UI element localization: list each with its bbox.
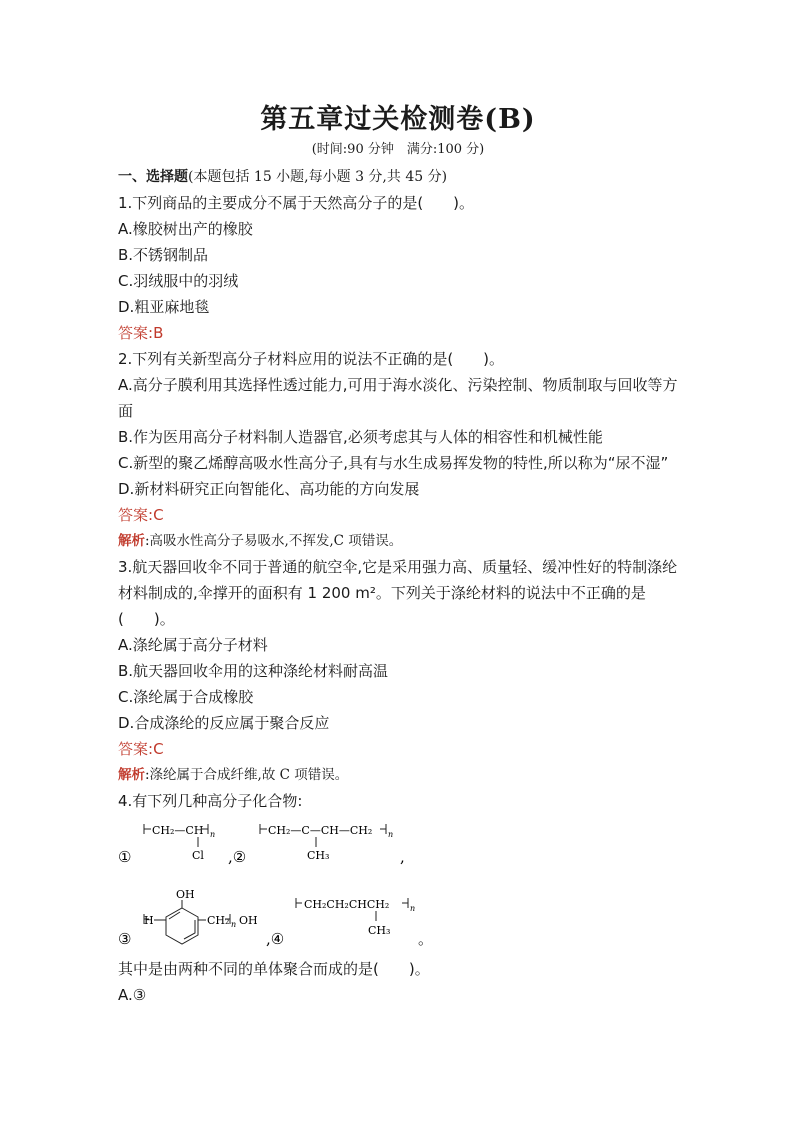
polymer-4-n: n xyxy=(410,904,416,913)
benzene-double-bond xyxy=(169,912,180,919)
q4-question: 其中是由两种不同的单体聚合而成的是( )。 xyxy=(118,960,430,978)
benzene-double-bond xyxy=(184,920,195,939)
explanation-label: 解析 xyxy=(118,533,145,549)
label-period: 。 xyxy=(418,930,434,948)
page-title: 第五章过关检测卷(B) xyxy=(260,104,536,135)
q1-option-d: D.粗亚麻地毯 xyxy=(118,298,210,316)
polymer-1-main: CH₂—CH xyxy=(152,824,204,837)
q3-stem: 3.航天器回收伞不同于普通的航空伞,它是采用强力高、质量轻、缓冲性好的特制涤纶材料制成的,伞撑开的面积有 1 200 m²。下列关于涤纶材料的说法中不正确的是( )。 xyxy=(118,558,678,628)
exam-time-score: (时间:90 分钟 满分:100 分) xyxy=(311,142,485,157)
q1-option-c: C.羽绒服中的羽绒 xyxy=(118,272,239,290)
bracket-right xyxy=(402,898,408,908)
q1-answer-value: :B xyxy=(148,324,164,342)
polymer-2-formula xyxy=(260,824,393,862)
section-note: (本题包括 15 小题,每小题 3 分,共 45 分) xyxy=(188,169,448,185)
q3-answer-value: :C xyxy=(148,740,164,758)
q4-option-a: A.③ xyxy=(118,986,147,1004)
formula-row-1-svg xyxy=(118,814,678,884)
q2-explanation-text: :高吸水性高分子易吸水,不挥发,C 项错误。 xyxy=(145,533,403,549)
answer-label: 答案 xyxy=(118,324,149,342)
polymer-3-oh-end: OH xyxy=(239,914,258,927)
q2-answer-value: :C xyxy=(148,506,164,524)
polymer-3-n: n xyxy=(231,920,237,929)
q1-answer xyxy=(118,320,678,346)
polymer-4-main: CH₂CH₂CHCH₂ xyxy=(304,898,390,911)
polymer-4-formula xyxy=(296,898,415,937)
polymer-1-sub: Cl xyxy=(192,849,204,862)
polymer-4-sub: CH₃ xyxy=(368,924,391,937)
answer-label: 答案 xyxy=(118,506,149,524)
q3-option-d: D.合成涤纶的反应属于聚合反应 xyxy=(118,714,330,732)
polymer-2-sub: CH₃ xyxy=(307,849,330,862)
formula-row-2-svg xyxy=(118,884,678,956)
polymer-3-ch2: CH₂ xyxy=(207,914,230,927)
q2-option-a: A.高分子膜利用其选择性透过能力,可用于海水淡化、污染控制、物质制取与回收等方面 xyxy=(118,376,678,420)
polymer-3-h: H xyxy=(144,914,154,927)
q1-option-b: B.不锈钢制品 xyxy=(118,246,209,264)
polymer-2-n: n xyxy=(388,830,394,839)
section-title: 一、选择题 xyxy=(118,169,188,185)
q1-option-a: A.橡胶树出产的橡胶 xyxy=(118,220,253,238)
formula-row-2 xyxy=(118,884,678,956)
label-2: ,② xyxy=(228,848,247,866)
bracket-left xyxy=(260,824,267,834)
polymer-2-main: CH₂—C—CH—CH₂ xyxy=(268,824,373,837)
section-heading xyxy=(118,166,678,188)
q2-option-b: B.作为医用高分子材料制人造器官,必须考虑其与人体的相容性和机械性能 xyxy=(118,428,603,446)
polymer-1-n: n xyxy=(210,830,216,839)
q3-answer xyxy=(118,736,678,762)
polymer-3-formula xyxy=(144,888,258,944)
q2-answer xyxy=(118,502,678,528)
q3-option-c: C.涤纶属于合成橡胶 xyxy=(118,688,254,706)
q2-option-d: D.新材料研究正向智能化、高功能的方向发展 xyxy=(118,480,420,498)
polymer-3-oh-top: OH xyxy=(176,888,195,901)
bracket-left xyxy=(144,824,151,834)
label-3: ③ xyxy=(118,930,132,948)
bracket-left xyxy=(296,898,302,908)
q3-explanation xyxy=(118,762,678,788)
label-1: ① xyxy=(118,848,132,866)
q3-explanation-text: :涤纶属于合成纤维,故 C 项错误。 xyxy=(145,767,349,783)
q4-stem: 4.有下列几种高分子化合物: xyxy=(118,792,303,810)
label-4: ,④ xyxy=(266,930,285,948)
label-comma: , xyxy=(400,848,405,866)
answer-label: 答案 xyxy=(118,740,149,758)
q3-option-a: A.涤纶属于高分子材料 xyxy=(118,636,268,654)
bracket-right xyxy=(380,824,386,834)
explanation-label: 解析 xyxy=(118,767,145,783)
q1-stem: 1.下列商品的主要成分不属于天然高分子的是( )。 xyxy=(118,194,475,212)
q2-option-c: C.新型的聚乙烯醇高吸水性高分子,具有与水生成易挥发物的特性,所以称为“尿不湿” xyxy=(118,454,669,472)
formula-row-1 xyxy=(118,814,678,884)
benzene-ring-icon xyxy=(166,908,198,944)
polymer-1-formula xyxy=(144,824,215,862)
exam-page xyxy=(118,100,678,1008)
q2-stem: 2.下列有关新型高分子材料应用的说法不正确的是( )。 xyxy=(118,350,505,368)
q2-explanation xyxy=(118,528,678,554)
q3-option-b: B.航天器回收伞用的这种涤纶材料耐高温 xyxy=(118,662,389,680)
